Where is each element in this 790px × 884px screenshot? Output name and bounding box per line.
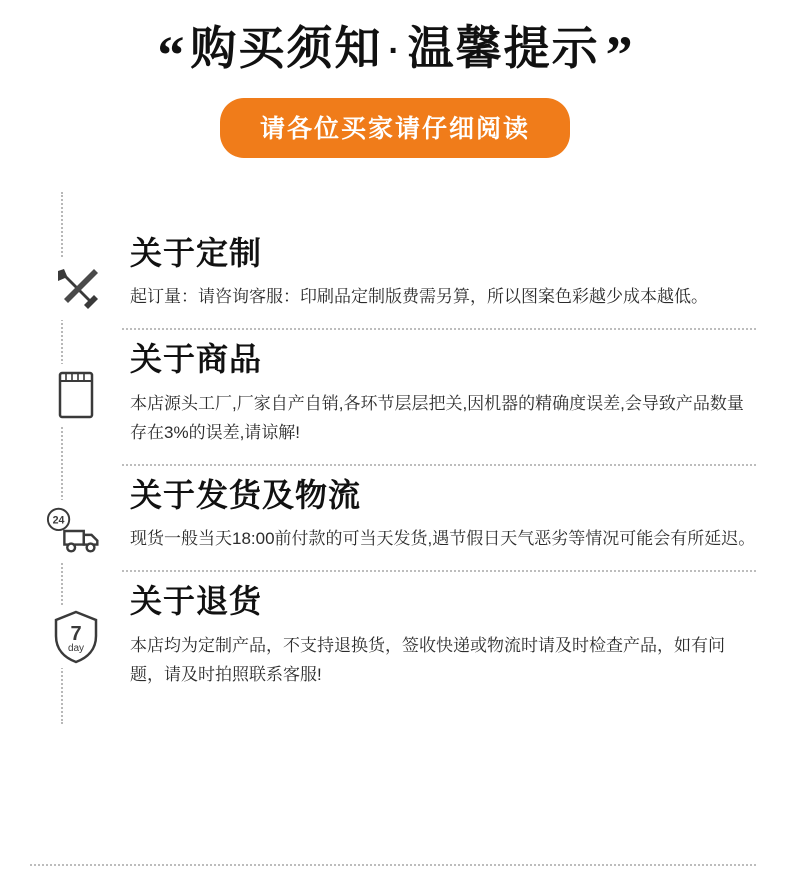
svg-text:24: 24	[52, 514, 65, 527]
section-body: 起订量：请咨询客服：印刷品定制版费需另算，所以图案色彩越少成本越低。	[130, 287, 708, 307]
section-title: 关于发货及物流	[130, 477, 362, 514]
package-bag-icon	[45, 364, 107, 426]
delivery-truck-24h-icon	[45, 500, 107, 562]
section-icon-column	[30, 466, 122, 562]
section-title: 关于定制	[130, 235, 263, 271]
section-icon-column	[30, 330, 122, 426]
section-title: 关于退货	[130, 583, 263, 620]
section-body: 本店均为定制产品，不支持退换货，签收快递或物流时请及时检查产品，如有问题，请及时拍照联系客服!	[130, 635, 725, 685]
page-title	[0, 22, 790, 85]
section-body: 本店源头工厂,厂家自产自销,各环节层层把关,因机器的精确度误差,会导致产品数量存在3%的误差,请谅解!	[130, 393, 744, 443]
section-text-column	[122, 330, 756, 466]
notice-section	[30, 224, 790, 330]
wrench-screwdriver-icon	[45, 258, 107, 320]
section-icon-column	[30, 224, 122, 320]
svg-text:day: day	[67, 643, 85, 655]
section-text-column	[122, 466, 756, 572]
title-text	[190, 22, 599, 75]
subtitle-banner: 请各位买家请仔细阅读	[220, 98, 570, 158]
section-title: 关于商品	[130, 341, 263, 378]
notice-sections	[0, 224, 790, 706]
shield-7-day-icon	[45, 606, 107, 668]
title-left-text: 购买须知	[190, 22, 383, 74]
section-text-column	[122, 224, 756, 330]
quote-open-mark: “	[157, 25, 185, 85]
page-header	[0, 0, 790, 158]
subtitle-container	[0, 98, 790, 158]
section-body: 现货一般当天18:00前付款的可当天发货,遇节假日天气恶劣等情况可能会有所延迟。	[130, 529, 756, 549]
svg-text:7: 7	[70, 623, 82, 646]
bottom-divider	[30, 864, 756, 866]
title-separator-dot: ·	[388, 32, 402, 71]
section-icon-column	[30, 572, 122, 668]
quote-close-mark: ”	[605, 25, 633, 85]
section-text-column	[122, 572, 756, 706]
notice-section	[30, 330, 790, 466]
notice-section	[30, 466, 790, 572]
title-right-text: 温馨提示	[407, 22, 600, 74]
notice-section	[30, 572, 790, 706]
